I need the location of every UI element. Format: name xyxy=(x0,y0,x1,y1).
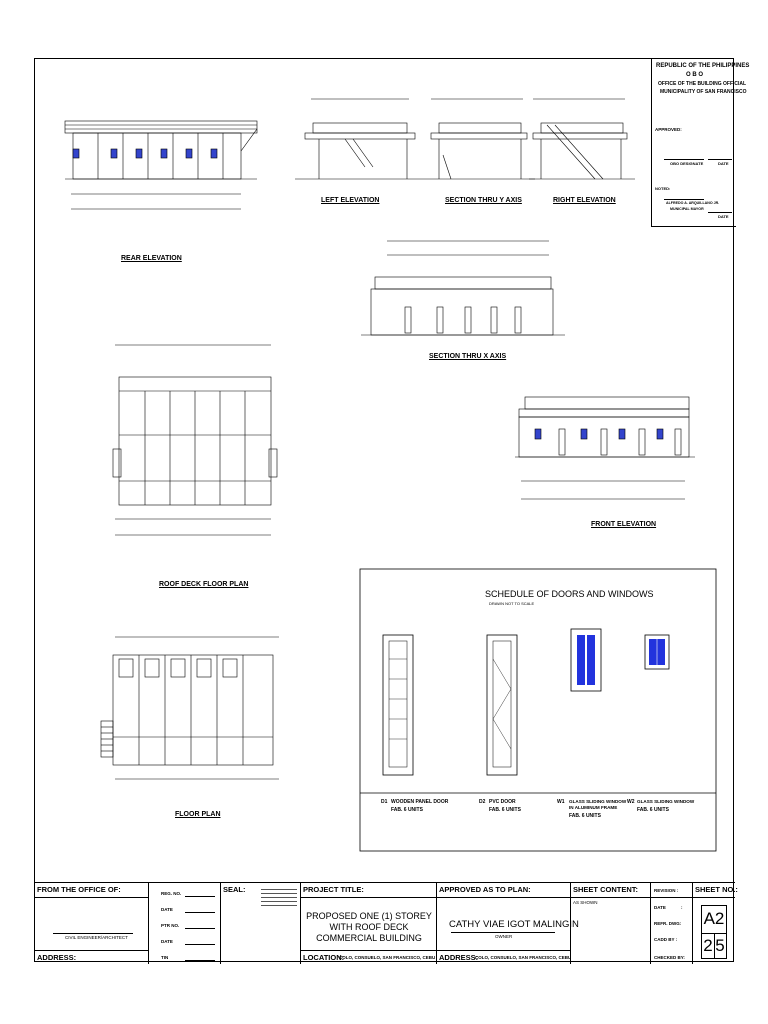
drawings-canvas xyxy=(35,59,735,882)
w2-desc: GLASS SLIDING WINDOW xyxy=(637,799,695,804)
schedule-subtitle: DRAWN NOT TO SCALE xyxy=(489,601,535,606)
schedule-title: SCHEDULE OF DOORS AND WINDOWS xyxy=(485,589,654,599)
sheet-content-cell xyxy=(571,883,651,964)
address2-value: COLO, CONSUELO, SAN FRANCISCO, CEBU xyxy=(475,955,572,960)
project-title: PROPOSED ONE (1) STOREY WITH ROOF DECK COMMERCIAL BUILDING xyxy=(306,911,432,943)
rear-elevation-title: REAR ELEVATION xyxy=(121,255,182,262)
address2-label: ADDRESS: xyxy=(439,953,479,962)
checked-by-label: CHECKED BY: xyxy=(654,955,685,960)
right-elevation-drawing xyxy=(529,99,635,179)
project-title-label: PROJECT TITLE: xyxy=(303,885,364,894)
approved-plan-cell xyxy=(437,883,579,964)
sheet-no-label: SHEET NO.: xyxy=(695,885,738,894)
address-label: ADDRESS: xyxy=(37,953,77,962)
approved-plan-label: APPROVED AS TO PLAN: xyxy=(439,885,531,894)
mayor-title: MUNICIPAL MAYOR xyxy=(670,207,704,211)
section-x-title: SECTION THRU X AXIS xyxy=(429,353,507,360)
owner-label: OWNER xyxy=(495,934,513,939)
floor-plan-title: FLOOR PLAN xyxy=(175,811,221,818)
sheet-index: 2 xyxy=(703,936,713,955)
seal-fineprint xyxy=(261,887,297,911)
d2-desc: PVC DOOR xyxy=(489,799,516,805)
cadd-by-label: CADD BY : xyxy=(654,937,678,942)
authority-line2: O B O xyxy=(686,72,704,78)
sheet-total: 5 xyxy=(715,936,725,955)
tin-label: TIN xyxy=(161,955,169,960)
authority-line4: MUNICIPALITY OF SAN FRANCISCO xyxy=(660,89,747,95)
date-label-1: DATE xyxy=(718,161,729,166)
d1-desc: WOODEN PANEL DOOR xyxy=(391,799,449,805)
date-label-a: DATE xyxy=(161,907,173,912)
approved-label: APPROVED: xyxy=(655,127,682,132)
roof-deck-title: ROOF DECK FLOOR PLAN xyxy=(159,581,249,588)
floor-plan-drawing xyxy=(101,637,279,779)
w2-code: W2 xyxy=(627,799,635,805)
project-title-cell xyxy=(301,883,437,964)
location-value: COLO, CONSUELO, SAN FRANCISCO, CEBU xyxy=(339,955,436,960)
sheet-number-cell xyxy=(693,883,738,964)
mayor-name: ALFREDO A. ARQUILLANO JR. xyxy=(666,201,720,205)
sheet-code: A2 xyxy=(703,909,725,928)
drawing-sheet xyxy=(34,58,750,962)
seal-cell xyxy=(221,883,301,964)
front-elevation-drawing xyxy=(515,397,695,499)
refr-dwg-label: REFR. DWG: xyxy=(654,921,682,926)
section-y-title: SECTION THRU Y AXIS xyxy=(445,197,522,204)
revision-label: REVISION : xyxy=(654,888,679,893)
registration-cell xyxy=(149,883,221,964)
w2-qty: FAB. 6 UNITS xyxy=(637,807,669,813)
d2-code: D2 xyxy=(479,799,486,805)
d2-qty: FAB. 6 UNITS xyxy=(489,807,521,813)
date-label-b: DATE xyxy=(161,939,173,944)
left-elevation-drawing xyxy=(295,99,425,179)
engineer-label: CIVIL ENGINEER/ARCHITECT xyxy=(65,935,128,940)
rear-elevation-drawing xyxy=(65,121,257,209)
sheet-number-box xyxy=(701,905,727,959)
w1-code: W1 xyxy=(557,799,565,805)
seal-label: SEAL: xyxy=(223,885,246,894)
revision-cell: REVISION : DATE : REFR. DWG: CADD BY : CHECKED BY: xyxy=(651,883,693,964)
section-y-drawing xyxy=(425,99,535,179)
date-label-c: DATE xyxy=(654,905,666,910)
d1-code: D1 xyxy=(381,799,388,805)
location-label: LOCATION: xyxy=(303,953,345,962)
w1-desc: GLASS SLIDING WINDOW IN ALUMINUM FRAME xyxy=(569,799,627,810)
right-elevation-title: RIGHT ELEVATION xyxy=(553,197,616,204)
w1-qty: FAB. 6 UNITS xyxy=(569,813,601,819)
authority-line3: OFFICE OF THE BUILDING OFFICIAL xyxy=(658,81,747,87)
section-x-drawing xyxy=(361,241,565,335)
from-office-cell xyxy=(35,883,149,964)
reg-no-label: REG. NO. xyxy=(161,891,182,896)
sheet-content-label: SHEET CONTENT: xyxy=(573,885,639,894)
sheet-content-value: AS SHOWN xyxy=(573,900,598,905)
date-label-2: DATE xyxy=(718,214,729,219)
title-block xyxy=(35,882,738,964)
authority-line1: REPUBLIC OF THE PHILIPPINES xyxy=(656,63,750,69)
d1-qty: FAB. 6 UNITS xyxy=(391,807,423,813)
owner-name: CATHY VIAE IGOT MALINGIN xyxy=(449,919,579,930)
obo-designate: OBO DESIGNATE xyxy=(670,161,704,166)
ptr-no-label: PTR NO. xyxy=(161,923,180,928)
noted-label: NOTED: xyxy=(655,186,671,191)
from-office-label: FROM THE OFFICE OF: xyxy=(37,885,121,894)
left-elevation-title: LEFT ELEVATION xyxy=(321,197,380,204)
front-elevation-title: FRONT ELEVATION xyxy=(591,521,657,528)
roof-deck-plan-drawing xyxy=(113,345,277,535)
